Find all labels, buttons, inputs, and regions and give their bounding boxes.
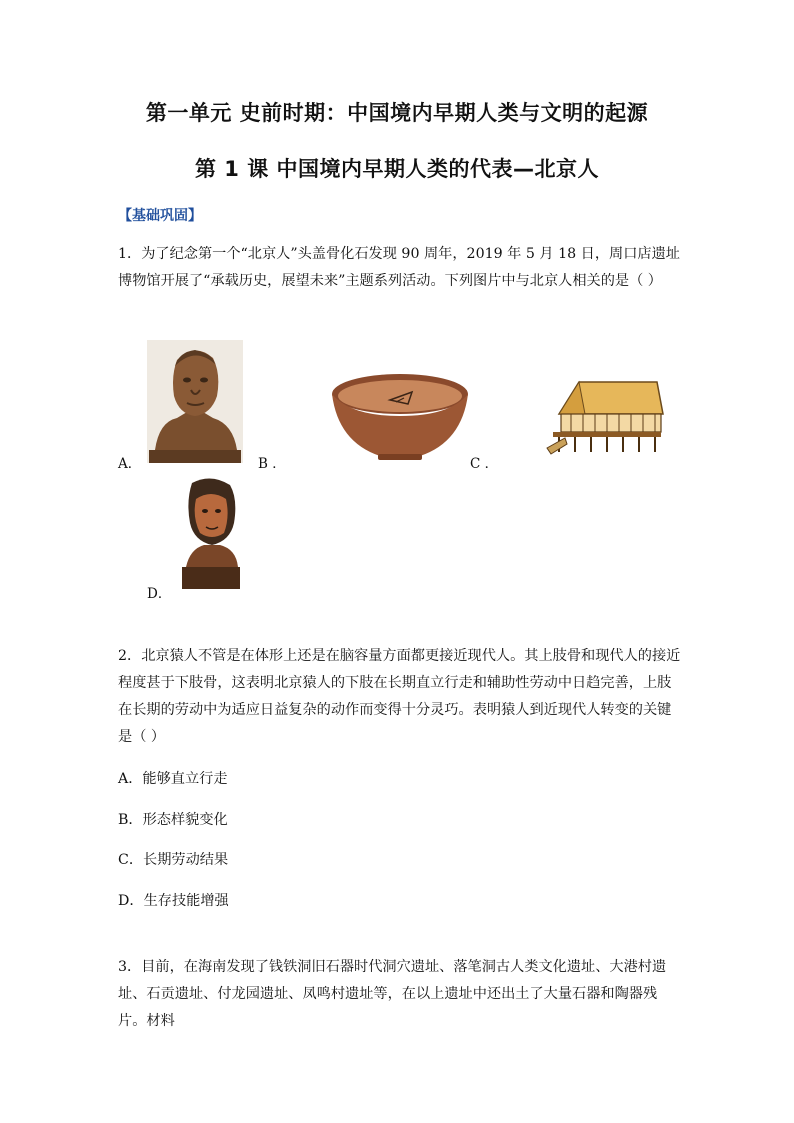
question-2-option-c: C．长期劳动结果 xyxy=(118,852,229,868)
question-2-option-b: B．形态样貌变化 xyxy=(118,812,228,828)
option-c-image xyxy=(545,378,665,458)
question-1-text: 1．为了纪念第一个“北京人”头盖骨化石发现 90 周年，2019 年 5 月 18 日，周口店遗址博物馆开展了“承载历史，展望未来”主题系列活动。下列图片中与北京人相关的是（ ） xyxy=(118,246,680,289)
option-b-label: B ． xyxy=(258,456,286,472)
option-a-label: A． xyxy=(118,456,142,472)
option-d-image xyxy=(176,477,246,592)
option-c-label: C ． xyxy=(470,456,499,472)
option-b-image xyxy=(330,372,470,462)
unit-title: 第一单元 史前时期：中国境内早期人类与文明的起源 xyxy=(145,101,649,125)
option-d-label: D． xyxy=(147,586,172,602)
question-3-text: 3．目前，在海南发现了钱铁洞旧石器时代洞穴遗址、落笔洞古人类文化遗址、大港村遗址、石贡遗址、付龙园遗址、凤鸣村遗址等，在以上遗址中还出土了大量石器和陶器残片。材料 xyxy=(118,959,667,1029)
question-2-option-a: A．能够直立行走 xyxy=(118,771,228,787)
lesson-title: 第 1 课 中国境内早期人类的代表—北京人 xyxy=(194,157,600,181)
question-2-text: 2．北京猿人不管是在体形上还是在脑容量方面都更接近现代人。其上肢骨和现代人的接近程度甚于下肢骨，这表明北京猿人的下肢在长期直立行走和辅助性劳动中日趋完善，上肢在长期的劳动中为适应日益复杂的动作而变得十分灵巧。表明猿人到近现代人转变的关键是（ ） xyxy=(118,648,681,745)
question-2-option-d: D．生存技能增强 xyxy=(118,893,229,909)
section-label: 【基础巩固】 xyxy=(118,208,202,224)
option-a-image xyxy=(147,340,243,463)
